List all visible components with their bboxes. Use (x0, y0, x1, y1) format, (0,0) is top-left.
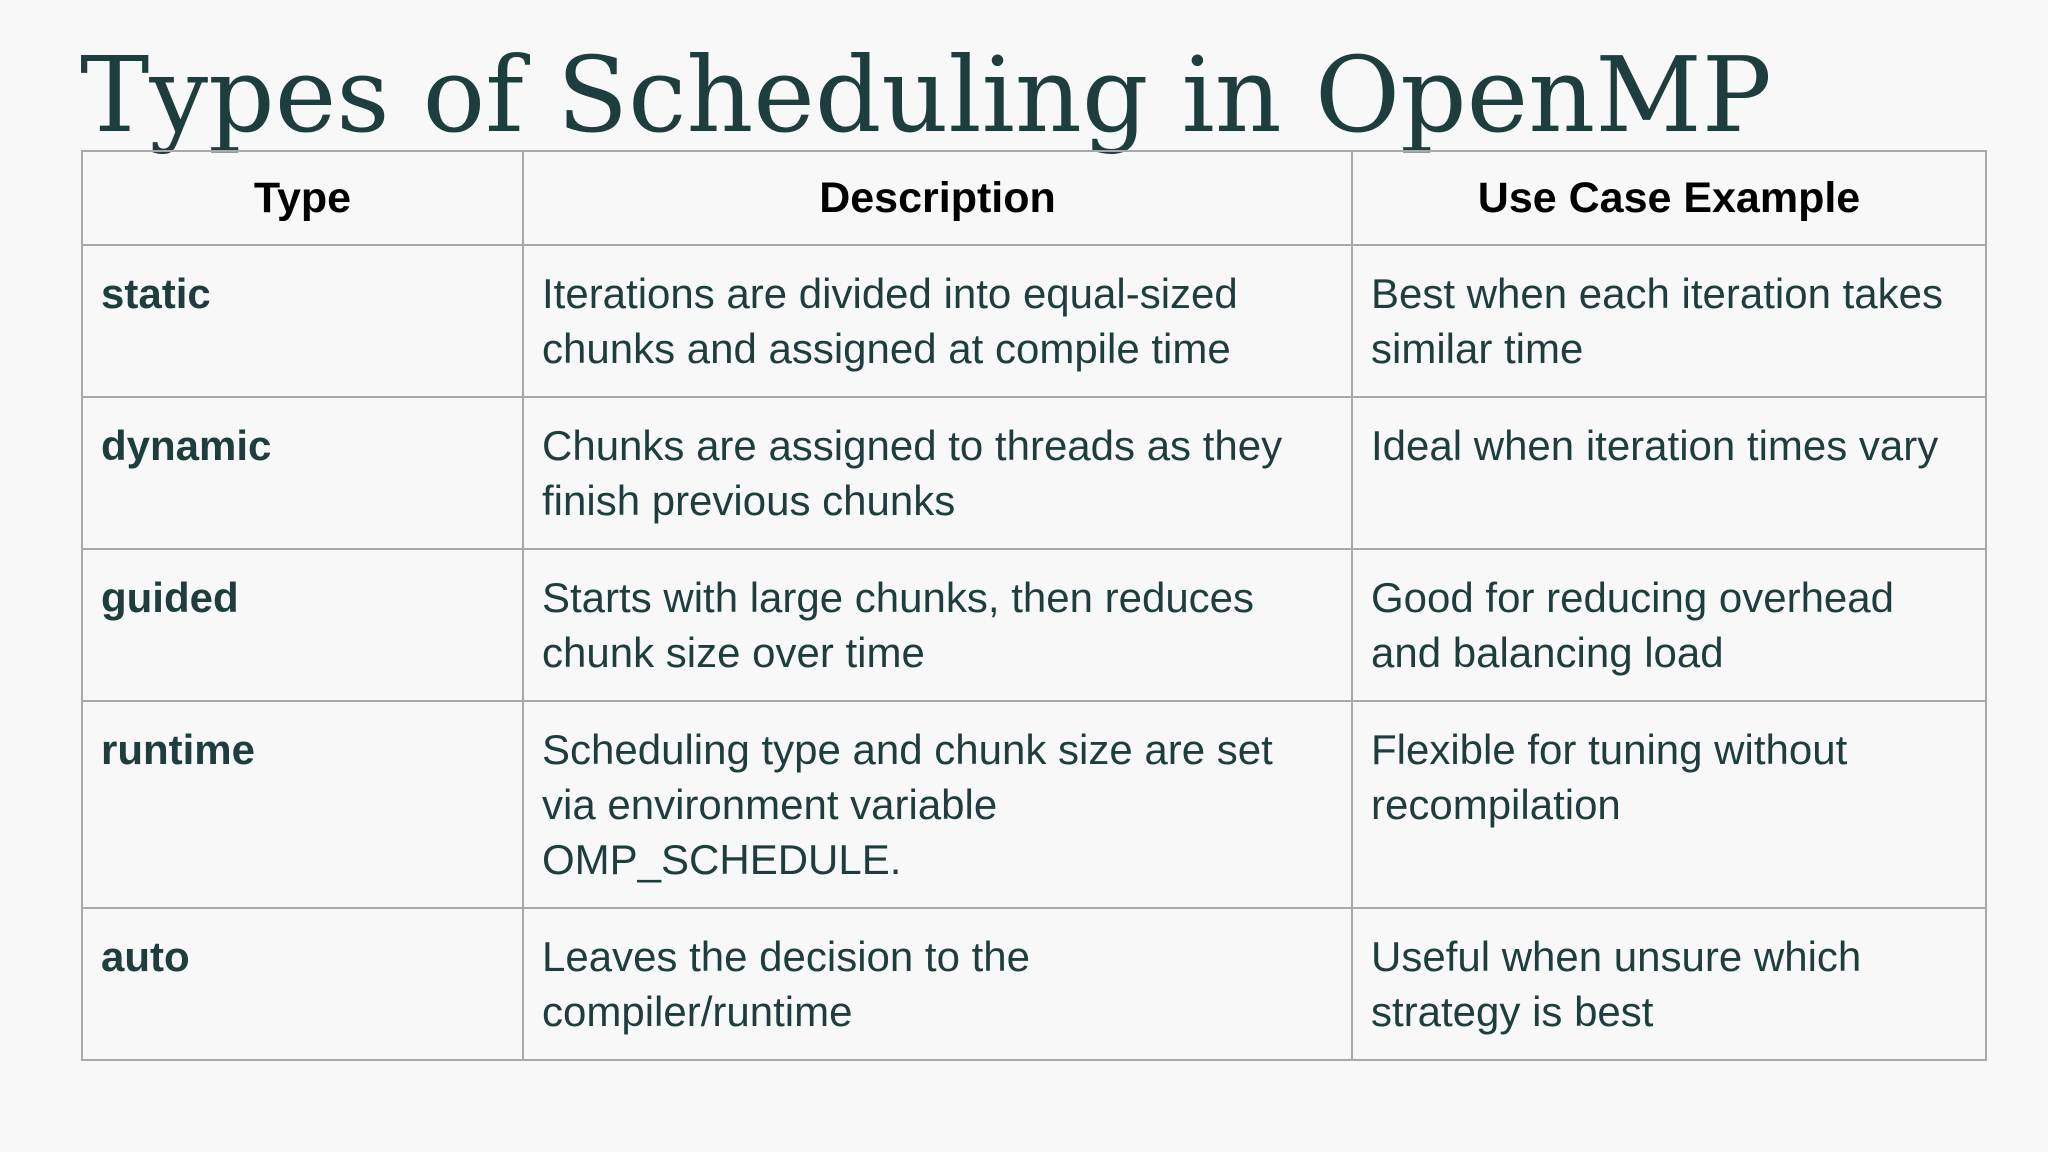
header-use-case: Use Case Example (1352, 151, 1986, 245)
scheduling-table-container (81, 150, 1985, 1061)
use-case-cell: Ideal when iteration times vary (1352, 397, 1986, 549)
type-cell: dynamic (82, 397, 523, 549)
use-case-cell: Useful when unsure which strategy is best (1352, 908, 1986, 1060)
description-cell: Leaves the decision to the compiler/runtime (523, 908, 1352, 1060)
description-cell: Scheduling type and chunk size are set via environment variable OMP_SCHEDULE. (523, 701, 1352, 908)
table-row (82, 908, 1986, 1060)
table-header-row (82, 151, 1986, 245)
table-row (82, 245, 1986, 397)
description-cell: Starts with large chunks, then reduces chunk size over time (523, 549, 1352, 701)
type-cell: static (82, 245, 523, 397)
table-row (82, 701, 1986, 908)
table-row (82, 549, 1986, 701)
description-cell: Chunks are assigned to threads as they finish previous chunks (523, 397, 1352, 549)
type-cell: runtime (82, 701, 523, 908)
type-cell: guided (82, 549, 523, 701)
description-cell: Iterations are divided into equal-sized chunks and assigned at compile time (523, 245, 1352, 397)
type-cell: auto (82, 908, 523, 1060)
use-case-cell: Good for reducing overhead and balancing load (1352, 549, 1986, 701)
table-row (82, 397, 1986, 549)
slide-title: Types of Scheduling in OpenMP (80, 34, 1772, 156)
header-type: Type (82, 151, 523, 245)
header-description: Description (523, 151, 1352, 245)
use-case-cell: Best when each iteration takes similar time (1352, 245, 1986, 397)
scheduling-types-table (81, 150, 1987, 1061)
use-case-cell: Flexible for tuning without recompilation (1352, 701, 1986, 908)
